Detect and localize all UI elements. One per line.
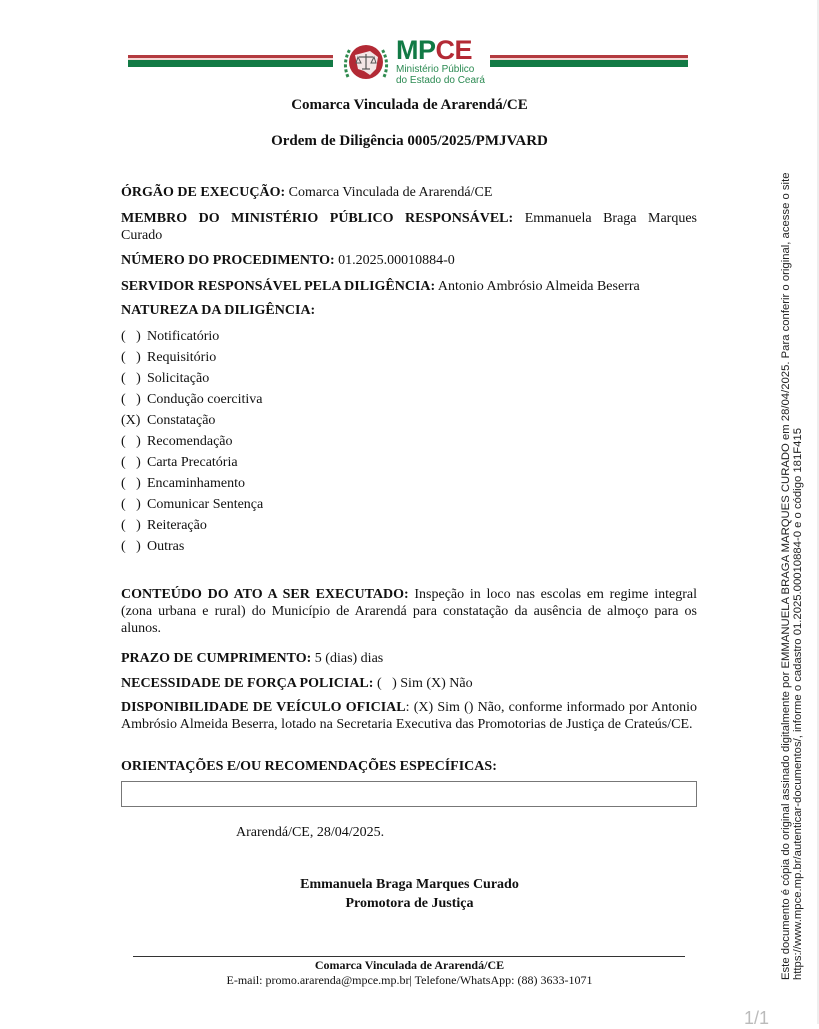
natureza-option	[121, 473, 263, 494]
field-numero-label: NÚMERO DO PROCEDIMENTO:	[121, 253, 335, 268]
authentication-note-line2: https://www.mpce.mp.br/autenticar-documentos/, informe o cadastro 01.2025.00010884-0 e o código 181F415	[792, 428, 804, 980]
option-checkbox: ( )	[121, 455, 141, 470]
logo-wordmark-mp: MP	[396, 35, 436, 65]
field-veiculo	[121, 699, 697, 733]
field-forca-label: NECESSIDADE DE FORÇA POLICIAL:	[121, 676, 374, 691]
field-orgao-label: ÓRGÃO DE EXECUÇÃO:	[121, 185, 286, 200]
option-label: Encaminhamento	[147, 476, 245, 491]
field-prazo	[121, 650, 697, 667]
authentication-note	[780, 100, 804, 980]
option-label: Reiteração	[147, 518, 207, 533]
letterhead-stripe-right	[490, 55, 688, 69]
option-label: Outras	[147, 539, 185, 554]
authentication-note-line1: Este documento é cópia do original assinado digitalmente por EMMANUELA BRAGA MARQUES CURADO em 28/04/2025. Para conferir o original, acesse o site	[780, 172, 792, 980]
field-numero	[121, 252, 697, 269]
option-label: Condução coercitiva	[147, 392, 263, 407]
field-membro	[121, 210, 697, 244]
field-membro-value-cont: Curado	[121, 228, 163, 243]
natureza-option	[121, 431, 263, 452]
field-orgao-value: Comarca Vinculada de Ararendá/CE	[288, 185, 493, 200]
option-checkbox: ( )	[121, 392, 141, 407]
field-forca-policial	[121, 675, 697, 692]
field-prazo-label: PRAZO DE CUMPRIMENTO:	[121, 651, 312, 666]
field-veiculo-label: DISPONIBILIDADE DE VEÍCULO OFICIAL	[121, 700, 406, 715]
option-checkbox: ( )	[121, 350, 141, 365]
logo-subtitle-1: Ministério Público	[396, 64, 475, 75]
option-label: Requisitório	[147, 350, 217, 365]
natureza-option	[121, 452, 263, 473]
logo-wordmark	[396, 37, 485, 64]
logo-subtitle-2: do Estado do Ceará	[396, 75, 485, 86]
natureza-option	[121, 536, 263, 557]
signatory-role: Promotora de Justiça	[345, 896, 474, 911]
field-servidor-value: Antonio Ambrósio Almeida Beserra	[437, 279, 640, 294]
option-checkbox: (X)	[121, 413, 141, 428]
option-label: Recomendação	[147, 434, 233, 449]
option-label: Carta Precatória	[147, 455, 238, 470]
field-servidor-label: SERVIDOR RESPONSÁVEL PELA DILIGÊNCIA:	[121, 279, 436, 294]
option-checkbox: ( )	[121, 371, 141, 386]
natureza-option	[121, 515, 263, 536]
logo-wordmark-ce: CE	[435, 35, 473, 65]
letterhead	[128, 37, 688, 89]
field-servidor	[121, 278, 697, 295]
option-label: Notificatório	[147, 329, 220, 344]
option-checkbox: ( )	[121, 329, 141, 344]
footer-org: Comarca Vinculada de Ararendá/CE	[314, 958, 505, 972]
field-veiculo-value: : (X) Sim () Não, conforme informado por Antonio Ambrósio Almeida Beserra, lotado na Secretaria Executiva das Promotorias de Justiça de Crateús/CE.	[121, 700, 697, 732]
option-checkbox: ( )	[121, 476, 141, 491]
field-natureza	[121, 302, 697, 319]
document-title: Ordem de Diligência 0005/2025/PMJVARD	[271, 133, 548, 149]
document-heading: Comarca Vinculada de Ararendá/CE	[291, 97, 528, 113]
option-label: Constatação	[147, 413, 216, 428]
letterhead-stripe-left	[128, 55, 333, 69]
field-orgao	[121, 184, 697, 201]
field-natureza-label: NATUREZA DA DILIGÊNCIA:	[121, 303, 316, 318]
mpce-logo	[340, 37, 488, 89]
field-orientacoes-label: ORIENTAÇÕES E/OU RECOMENDAÇÕES ESPECÍFICAS:	[121, 759, 497, 774]
natureza-option	[121, 368, 263, 389]
option-label: Comunicar Sentença	[147, 497, 264, 512]
orientacoes-box	[121, 781, 697, 807]
place-date: Ararendá/CE, 28/04/2025.	[236, 825, 385, 840]
option-checkbox: ( )	[121, 539, 141, 554]
natureza-option	[121, 347, 263, 368]
field-orientacoes	[121, 758, 697, 775]
natureza-option	[121, 389, 263, 410]
field-conteudo	[121, 586, 697, 637]
natureza-options-list	[121, 326, 263, 557]
field-membro-label: MEMBRO DO MINISTÉRIO PÚBLICO RESPONSÁVEL:	[121, 211, 514, 226]
footer-contact: E-mail: promo.ararenda@mpce.mp.br| Telefone/WhatsApp: (88) 3633-1071	[226, 973, 593, 987]
page-indicator: 1/1	[744, 1008, 770, 1028]
field-forca-value: ( ) Sim (X) Não	[376, 676, 473, 691]
option-checkbox: ( )	[121, 497, 141, 512]
field-prazo-value: 5 (dias) dias	[314, 651, 384, 666]
natureza-option	[121, 494, 263, 515]
option-label: Solicitação	[147, 371, 210, 386]
footer-divider	[133, 956, 685, 957]
natureza-option	[121, 326, 263, 347]
field-conteudo-value: Inspeção in loco nas escolas em regime integral (zona urbana e rural) do Município de Ararendá para constatação da ausência de almoço para os alunos.	[121, 587, 697, 636]
natureza-option-selected	[121, 410, 263, 431]
field-membro-value: Emmanuela Braga Marques	[524, 211, 697, 226]
option-checkbox: ( )	[121, 518, 141, 533]
mpce-emblem-icon	[340, 37, 392, 89]
field-numero-value: 01.2025.00010884-0	[338, 253, 455, 268]
option-checkbox: ( )	[121, 434, 141, 449]
signatory-name: Emmanuela Braga Marques Curado	[300, 877, 519, 892]
field-conteudo-label: CONTEÚDO DO ATO A SER EXECUTADO:	[121, 587, 409, 602]
